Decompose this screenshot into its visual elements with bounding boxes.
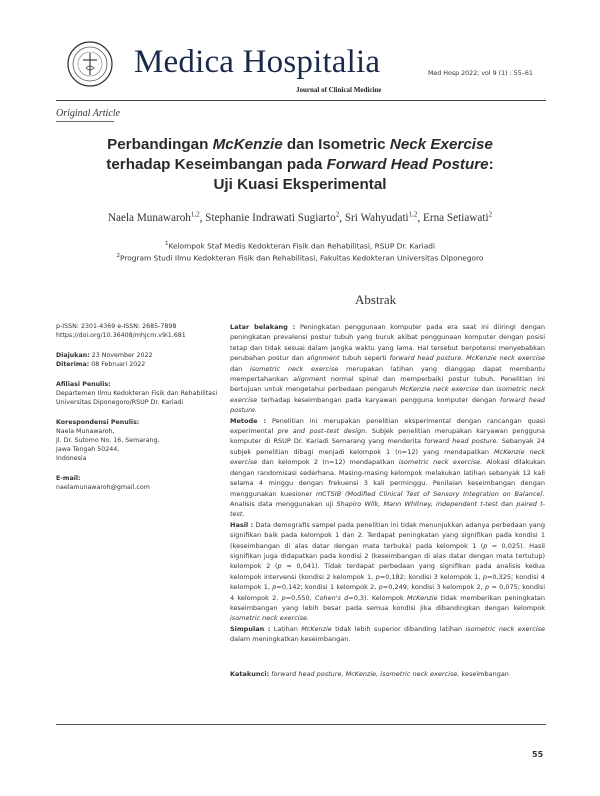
email-label: E-mail: <box>56 475 81 482</box>
article-type-underline <box>56 121 114 122</box>
header-divider <box>56 100 546 101</box>
title-line-3: Uji Kuasi Eksperimental <box>213 176 387 193</box>
journal-name: Medica Hospitalia <box>134 44 381 80</box>
title-line-2: terhadap Keseimbangan pada Forward Head Posture: <box>106 156 494 173</box>
affil-line: Universitas Diponegoro/RSUP Dr. Kariadi <box>56 399 184 406</box>
doi-link[interactable]: https://doi.org/10.36408/mhjcm.v9i1.681 <box>56 332 186 339</box>
corr-line: Naela Munawaroh, <box>56 428 115 435</box>
abstract-conclusion: Simpulan : Latihan McKenzie tidak lebih superior dibanding latihan isometric neck exercise dalam meningkatkan keseimbangan. <box>230 624 545 644</box>
received-date: Diajukan: 23 November 2022 <box>56 352 153 359</box>
author: Naela Munawaroh$^{1,2}$, <box>107 210 206 224</box>
journal-subtitle: Journal of Clinical Medicine <box>296 86 382 94</box>
author: Erna Setiawati$^2$ <box>423 210 493 224</box>
affil-line: Departemen Ilmu Kedokteran Fisik dan Rehabilitasi <box>56 390 218 397</box>
affiliation-2: $^2$Program Studi Ilmu Kedokteran Fisik dan Rehabilitasi, Fakultas Kedokteran Universitas Diponegoro <box>116 253 484 263</box>
sidebar-info <box>56 322 216 492</box>
footer-divider <box>56 724 546 725</box>
corr-line: Jawa Tengah 50244, <box>56 446 120 453</box>
abstract-methods: Metode : Penelitian ini merupakan penelitian eksperimental dengan rancangan quasi experimental pre and post–test design. Subjek penelitian merupakan karyawan pengguna komputer di RSUP Dr. Kariadi Semarang yang menderita forward head posture. Sebanyak 24 subjek penelitian dibagi menjadi kelompok 1 (n=12) yang mendapatkan McKenzie neck exercise dan kelompok 2 (n=12) mendapatkan isometric neck exercise. Alokasi dilakukan dengan randomisasi sederhana. Masing-masing kelompok melakukan latihan sebanyak 12 kali selama 4 minggu dengan frekuensi 3 kali perminggu. Penilaian keseimbangan dengan menggunakan kuesioner mCTSIB (Modified Clinical Test of Sensory Integration on Balance). Analisis data menggunakan uji Shapiro Wilk, Mann Whitney, independent t-test dan paired t-test. <box>230 416 546 519</box>
abstract-body <box>230 322 545 645</box>
abstract-results: Hasil : Data demografis sampel pada penelitian ini tidak menunjukkan adanya perbedaan yang signifikan baik pada kelompok 1 dan 2. Terdapat peningkatan yang signifikan pada kondisi 1 (keseimbangan di alas datar dengan mata terbuka) pada kelompok 1 (p = 0,025). Hasil signifikan juga didapatkan pada kondisi 2 (keseimbangan di alas datar dengan mata tertutup) kelompok 2 (p = 0,041). Tidak terdapat perbedaan yang signifikan pada analisis kedua kelompok intervensi (kondisi 2 kelompok 1, p=0,182; kondisi 3 kelompok 1, p=0,325; kondisi 4 kelompok 1, p=0,142; kondisi 1 kelompok 2, p=0,249; kondisi 3 kelompok 2, p = 0,075; kondisi 4 kelompok 2, p=0,550, Cohen's d=0,3). Kelompok McKenzie tidak memberikan peningkatan keseimbangan yang lebih besar pada semua kondisi jika dibandingkan dengan kelompok isometric neck exercise. <box>230 520 546 623</box>
abstract-heading: Abstrak <box>355 292 397 307</box>
author-list <box>40 210 560 224</box>
author: Stephanie Indrawati Sugiarto$^2$, <box>205 210 345 224</box>
accepted-date: Diterima: 08 Februari 2022 <box>56 361 146 368</box>
journal-citation-meta: Med Hosp 2022; vol 9 (1) : 55–61 <box>428 70 533 77</box>
journal-seal-logo <box>66 40 114 88</box>
corr-line: Indonesia <box>56 455 87 462</box>
page-number: 55 <box>532 750 544 759</box>
affiliation-1: $^1$Kelompok Staf Medis Kedokteran Fisik dan Rehabilitasi, RSUP Dr. Kariadi <box>164 241 436 251</box>
author: Sri Wahyudati$^{1,2}$, <box>344 210 424 224</box>
abstract-background: Latar belakang : Peningkatan penggunaan komputer pada era saat ini diiringi dengan peningkatan prevalensi postur tubuh yang buruk akibat penggunaan komputer dengan posisi tetap dan tidak sesuai dalam jangka waktu yang lama. Hal tersebut berpotensi menyebabkan perubahan postur dan alignment tubuh seperti forward head posture. McKenzie neck exercise dan isometric neck exercise merupakan latihan yang dianggap dapat membantu mempertahankan alignment normal spinal dan memperbaiki postur tubuh. Penelitian ini bertujuan untuk mengetahui perbedaan pengaruh McKenzie neck exercise dan isometric neck exercise terhadap keseimbangan pada karyawan pengguna komputer dengan forward head posture. <box>230 323 545 415</box>
email-link[interactable]: naelamunawaroh@gmail.com <box>56 484 150 491</box>
corr-label: Korespondensi Penulis: <box>56 419 140 426</box>
corr-line: Jl. Dr. Sutomo No. 16, Semarang, <box>56 437 160 444</box>
affil-label: Afiliasi Penulis: <box>56 381 111 388</box>
article-type: Original Article <box>56 108 120 119</box>
title-line-1: Perbandingan McKenzie dan Isometric Neck Exercise <box>107 136 493 153</box>
issn: p-ISSN: 2301-4369 e-ISSN: 2685-7898 <box>56 323 177 330</box>
keywords: Katakunci: forward head posture, McKenzie, isometric neck exercise, keseimbangan <box>230 670 509 678</box>
article-title <box>60 135 540 195</box>
